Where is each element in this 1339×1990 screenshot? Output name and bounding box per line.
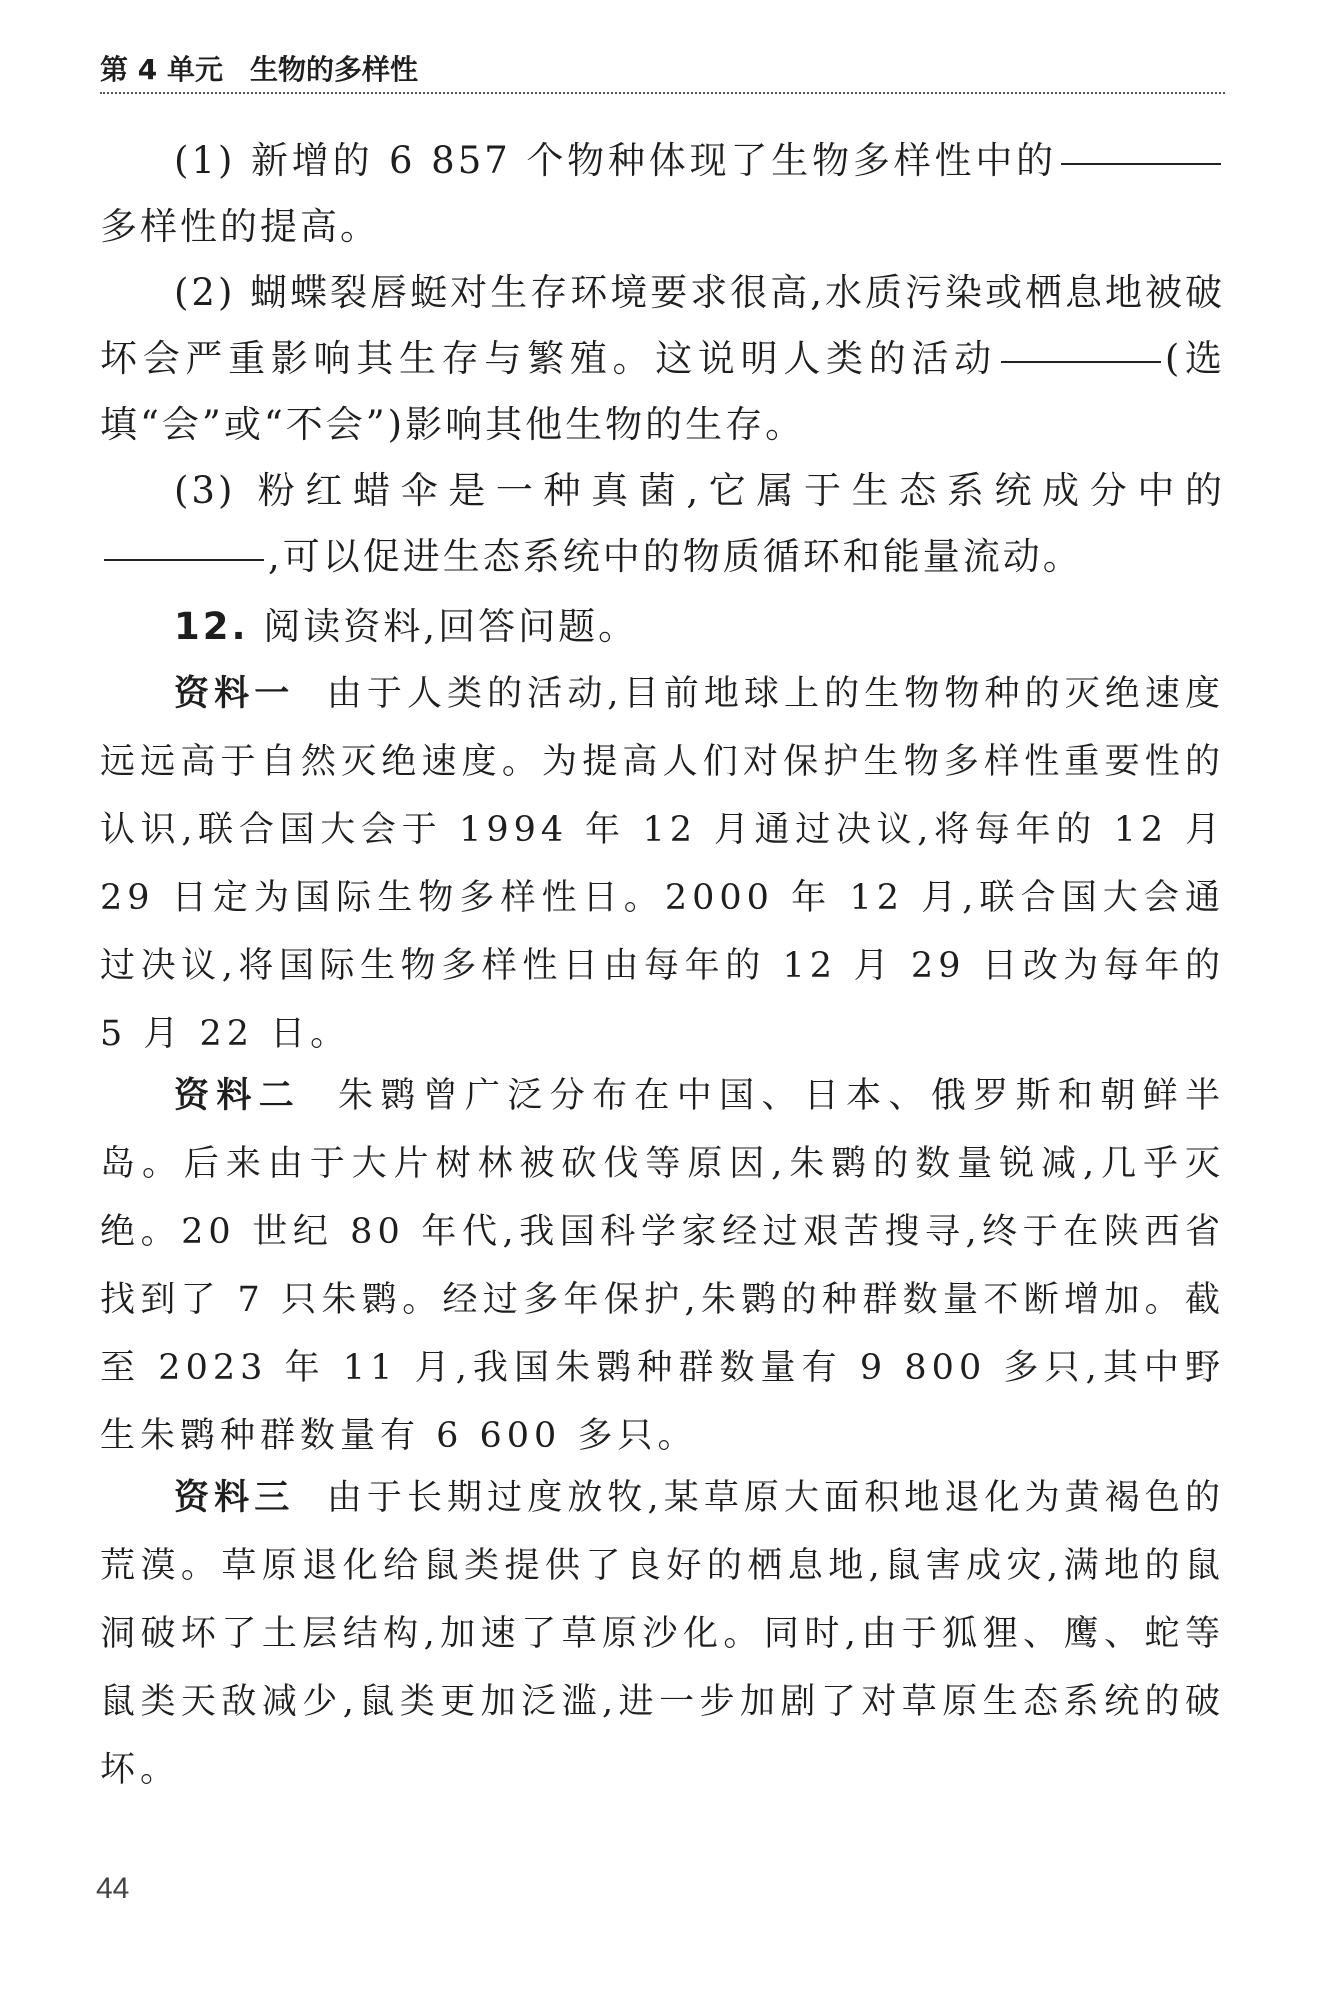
question-1-text-end: 多样性的提高。 — [100, 205, 380, 248]
material-1-text: 由于人类的活动,目前地球上的生物物种的灭绝速度远远高于自然灭绝速度。为提高人们对保护生物多样性重要性的认识,联合国大会于 1994 年 12 月通过决议,将每年的 12 月 29 日定为国际生物多样性日。2000 年 12 月,联合国大会通过决议,将国际生物多样性日由每年的 12 月 29 日改为每年的 5 月 22 日。 — [100, 674, 1225, 1054]
question-12-number: 12. — [174, 605, 249, 648]
unit-title: 生物的多样性 — [250, 53, 419, 86]
question-12 — [100, 594, 1225, 660]
question-1 — [100, 128, 1225, 260]
material-1-label: 资料一 — [174, 674, 295, 714]
material-2-label: 资料二 — [174, 1076, 302, 1116]
question-3 — [100, 458, 1225, 590]
material-3-text: 由于长期过度放牧,某草原大面积地退化为黄褐色的荒漠。草原退化给鼠类提供了良好的栖息地,鼠害成灾,满地的鼠洞破坏了土层结构,加速了草原沙化。同时,由于狐狸、鹰、蛇等鼠类天敌减少,鼠类更加泛滥,进一步加剧了对草原生态系统的破坏。 — [100, 1478, 1225, 1790]
material-2 — [100, 1062, 1225, 1470]
question-12-text: 阅读资料,回答问题。 — [263, 605, 639, 648]
material-3-label: 资料三 — [174, 1478, 295, 1518]
running-header — [100, 40, 1225, 94]
question-3-text: (3) 粉红蜡伞是一种真菌,它属于生态系统成分中的 — [174, 469, 1225, 512]
answer-blank-1[interactable] — [1061, 162, 1221, 165]
question-3-text-end: ,可以促进生态系统中的物质循环和能量流动。 — [268, 535, 1083, 578]
answer-blank-2[interactable] — [1001, 360, 1161, 363]
question-1-text: (1) 新增的 6 857 个物种体现了生物多样性中的 — [174, 139, 1057, 182]
material-2-text: 朱鹮曾广泛分布在中国、日本、俄罗斯和朝鲜半岛。后来由于大片树林被砍伐等原因,朱鹮的数量锐减,几乎灭绝。20 世纪 80 年代,我国科学家经过艰苦搜寻,终于在陕西省找到了 7 只朱鹮。经过多年保护,朱鹮的种群数量不断增加。截至 2023 年 11 月,我国朱鹮种群数量有 9 800 多只,其中野生朱鹮种群数量有 6 600 多只。 — [100, 1076, 1225, 1456]
material-1 — [100, 660, 1225, 1068]
unit-label: 第 4 单元 — [100, 53, 223, 86]
question-2-text: (2) 蝴蝶裂唇蜓对生存环境要求很高,水质污染或栖息地被破坏会严重影响其生存与繁殖。这说明人类的活动 — [100, 271, 1225, 380]
page-number: 44 — [96, 1872, 130, 1905]
question-2 — [100, 260, 1225, 458]
answer-blank-3[interactable] — [104, 558, 264, 561]
material-3 — [100, 1464, 1225, 1804]
question-2-text-end: (选填“会”或“不会”)影响其他生物的生存。 — [100, 337, 1226, 446]
